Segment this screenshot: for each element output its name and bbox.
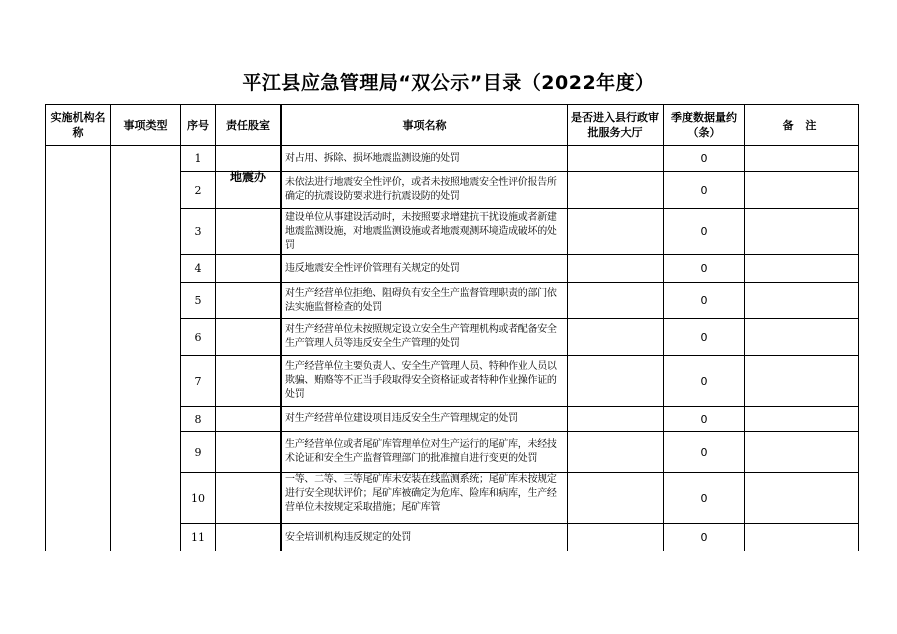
row-quarterly: 0 xyxy=(700,225,708,238)
row-item-name: 生产经营单位主要负责人、安全生产管理人员、特种作业人员以欺骗、贿赂等不正当手段取得安全资格证或者特种作业操作证的处罚 xyxy=(285,361,557,400)
row-quarterly: 0 xyxy=(700,262,708,275)
row-item-name: 生产经营单位或者尾矿库管理单位对生产运行的尾矿库，未经技术论证和安全生产监督管理部门的批准擅自进行变更的处罚 xyxy=(285,439,557,464)
row-quarterly: 0 xyxy=(700,491,708,505)
row-quarterly: 0 xyxy=(700,531,708,544)
row-quarterly: 0 xyxy=(700,294,708,307)
row-quarterly: 0 xyxy=(700,152,708,165)
row-item-name: 一等、二等、三等尾矿库未安装在线监测系统；尾矿库未按规定进行安全现状评价；尾矿库被确定为危库、险库和病库，生产经营单位未按规定采取措施；尾矿库管 xyxy=(285,474,557,513)
row-quarterly: 0 xyxy=(700,330,708,344)
row-seq: 1 xyxy=(194,152,202,165)
row-seq: 5 xyxy=(194,294,202,307)
table-border-right xyxy=(858,104,859,551)
row-item-name: 对占用、拆除、损坏地震监测设施的处罚 xyxy=(285,152,460,164)
col-divider xyxy=(744,104,745,551)
row-seq: 11 xyxy=(191,531,205,544)
dept-earthquake-office: 地震办 xyxy=(229,169,266,184)
row-seq: 2 xyxy=(194,183,202,197)
row-quarterly: 0 xyxy=(700,183,708,197)
row-item-name: 违反地震安全性评价管理有关规定的处罚 xyxy=(285,262,460,274)
row-seq: 8 xyxy=(194,412,202,426)
table-border-left xyxy=(45,104,46,551)
row-seq: 3 xyxy=(194,225,202,238)
row-quarterly: 0 xyxy=(700,412,708,426)
row-item-name: 对生产经营单位拒绝、阻碍负有安全生产监督管理职责的部门依法实施监督检查的处罚 xyxy=(285,287,557,313)
row-seq: 6 xyxy=(194,330,202,344)
row-quarterly: 0 xyxy=(700,374,708,388)
catalog-table xyxy=(45,104,859,551)
row-seq: 10 xyxy=(191,491,205,505)
row-seq: 4 xyxy=(194,262,202,275)
row-quarterly: 0 xyxy=(700,445,708,459)
header-dept: 责任股室 xyxy=(226,118,270,132)
row-item-name: 建设单位从事建设活动时，未按照要求增建抗干扰设施或者新建地震监测设施，对地震监测设施或者地震观测环境造成破坏的处罚 xyxy=(285,211,557,251)
header-remark: 备 注 xyxy=(782,118,821,132)
row-item-name: 对生产经营单位建设项目违反安全生产管理规定的处罚 xyxy=(285,413,518,424)
col-divider xyxy=(567,104,568,551)
header-agency: 实施机构名称 xyxy=(50,111,106,139)
header-quarterly-volume: 季度数据量约（条） xyxy=(671,111,737,139)
row-seq: 7 xyxy=(194,374,202,388)
header-seq: 序号 xyxy=(187,118,209,132)
header-admin-hall: 是否进入县行政审批服务大厅 xyxy=(571,111,659,139)
row-item-name: 安全培训机构违反规定的处罚 xyxy=(285,531,412,543)
row-seq: 9 xyxy=(194,445,202,459)
header-type: 事项类型 xyxy=(123,118,168,132)
col-divider xyxy=(110,104,111,551)
header-item-name: 事项名称 xyxy=(402,118,447,132)
row-item-name: 未依法进行地震安全性评价，或者未按照地震安全性评价报告所确定的抗震设防要求进行抗震设防的处罚 xyxy=(285,177,557,202)
row-item-name: 对生产经营单位未按照规定设立安全生产管理机构或者配备安全生产管理人员等违反安全生产管理的处罚 xyxy=(285,324,557,349)
page-title: 平江县应急管理局“双公示”目录（2022年度） xyxy=(242,72,655,94)
